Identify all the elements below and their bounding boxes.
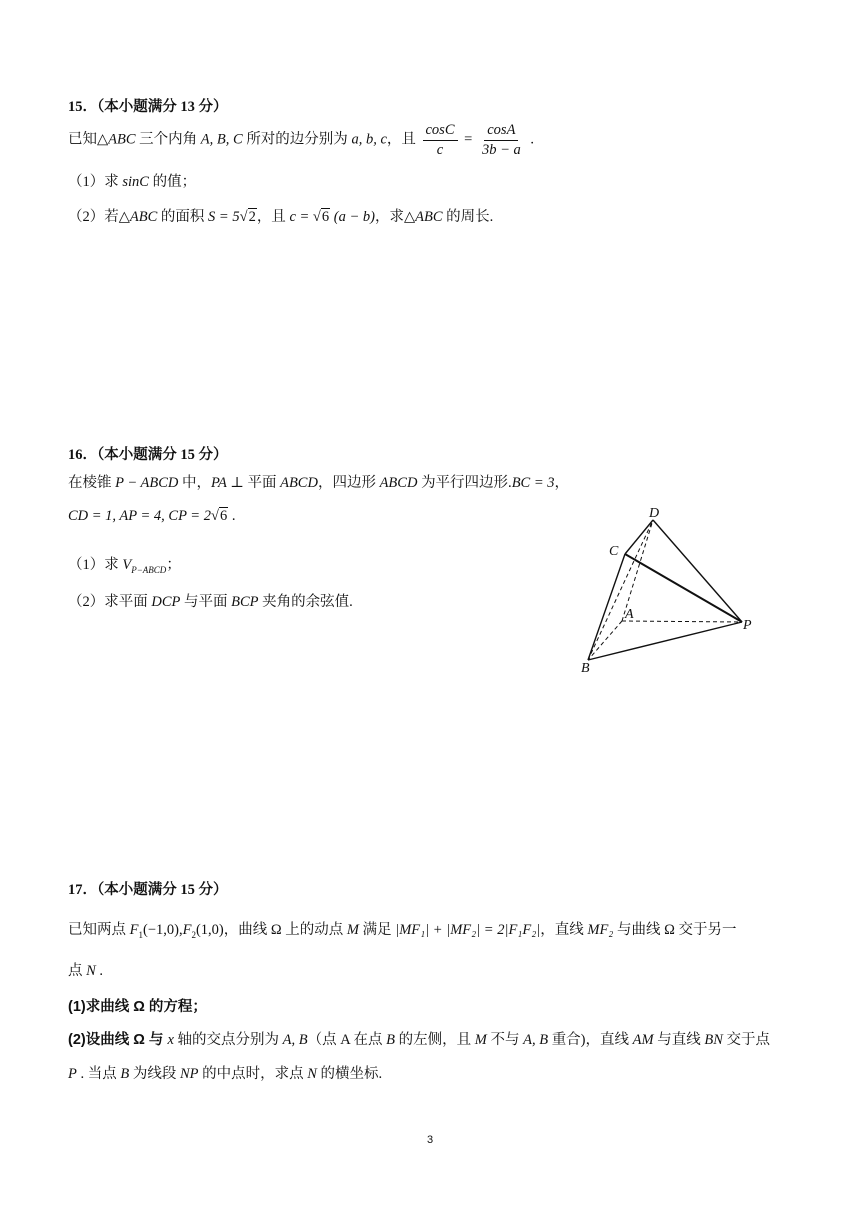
- q16-line1: 在棱锥 P − ABCD 中，PA ⊥ 平面 ABCD，四边形 ABCD 为平行四边形.BC = 3，: [68, 475, 570, 491]
- q15-part1: （1）求 sinC 的值；: [68, 174, 197, 190]
- q17-line1: 已知两点 $F_1(-1,0),F_2(1,0)$，曲线 Ω 上的动点 M 满足 |MF₁| + |MF₂| = 2|F₁F₂|，直线 MF₂ 与曲线 Ω 交于另一: [68, 922, 737, 940]
- q16-line2: CD = 1, AP = 4, CP = 2√6 .: [68, 508, 236, 524]
- label-P: P: [743, 618, 752, 633]
- edge-BP: [588, 622, 742, 660]
- edge-CD: [625, 520, 653, 554]
- q15-stem: 已知△ABC 三个内角 A, B, C 所对的边分别为 a, b, c，且 $\frac{\cos C}{c}$ = $\frac{\cos A}{3b - a}$ .: [68, 122, 534, 158]
- page-number: 3: [426, 1134, 434, 1146]
- q17-header: 17．（本小题满分 15 分）: [68, 882, 228, 898]
- label-D: D: [649, 506, 660, 521]
- edge-AB-hidden: [588, 621, 622, 660]
- q15-header: 15．（本小题满分 13 分）: [68, 99, 228, 115]
- q17-line2: 点 N .: [68, 963, 104, 979]
- q16-header: 16．（本小题满分 15 分）: [68, 447, 228, 463]
- q17-part2: (2)设曲线 Ω 与 x 轴的交点分别为 A, B（点 A 在点 B 的左侧，且 M 不与 A, B 重合)，直线 AM 与直线 BN 交于点: [68, 1032, 770, 1048]
- label-A: A: [625, 607, 634, 622]
- edge-CP: [625, 554, 742, 622]
- fraction-cosA-over-3b-a: $\frac{\cos A}{3b - a}$: [481, 122, 521, 158]
- q16-part1: （1）求 $V_{P-ABCD}$；: [68, 557, 181, 575]
- fraction-cosC-over-c: $\frac{\cos C}{c}$: [423, 122, 458, 158]
- edge-AP-hidden: [622, 621, 742, 622]
- edge-DP: [653, 520, 742, 622]
- edge-CB: [588, 554, 625, 660]
- edge-AD-hidden: [622, 520, 653, 621]
- pyramid-figure: [570, 497, 770, 682]
- label-B: B: [581, 661, 590, 676]
- q16-part2: （2）求平面 DCP 与平面 BCP 夹角的余弦值.: [68, 594, 353, 610]
- q17-part1: (1)求曲线 Ω 的方程；: [68, 999, 207, 1015]
- label-C: C: [609, 544, 619, 559]
- edge-BD-hidden: [588, 520, 653, 660]
- q15-part2: （2）若△ABC 的面积 S = 5√2，且 c = √6 (a − b)，求△ABC 的周长.: [68, 209, 494, 225]
- q17-part2-line2: P . 当点 B 为线段 NP 的中点时，求点 N 的横坐标.: [68, 1066, 383, 1082]
